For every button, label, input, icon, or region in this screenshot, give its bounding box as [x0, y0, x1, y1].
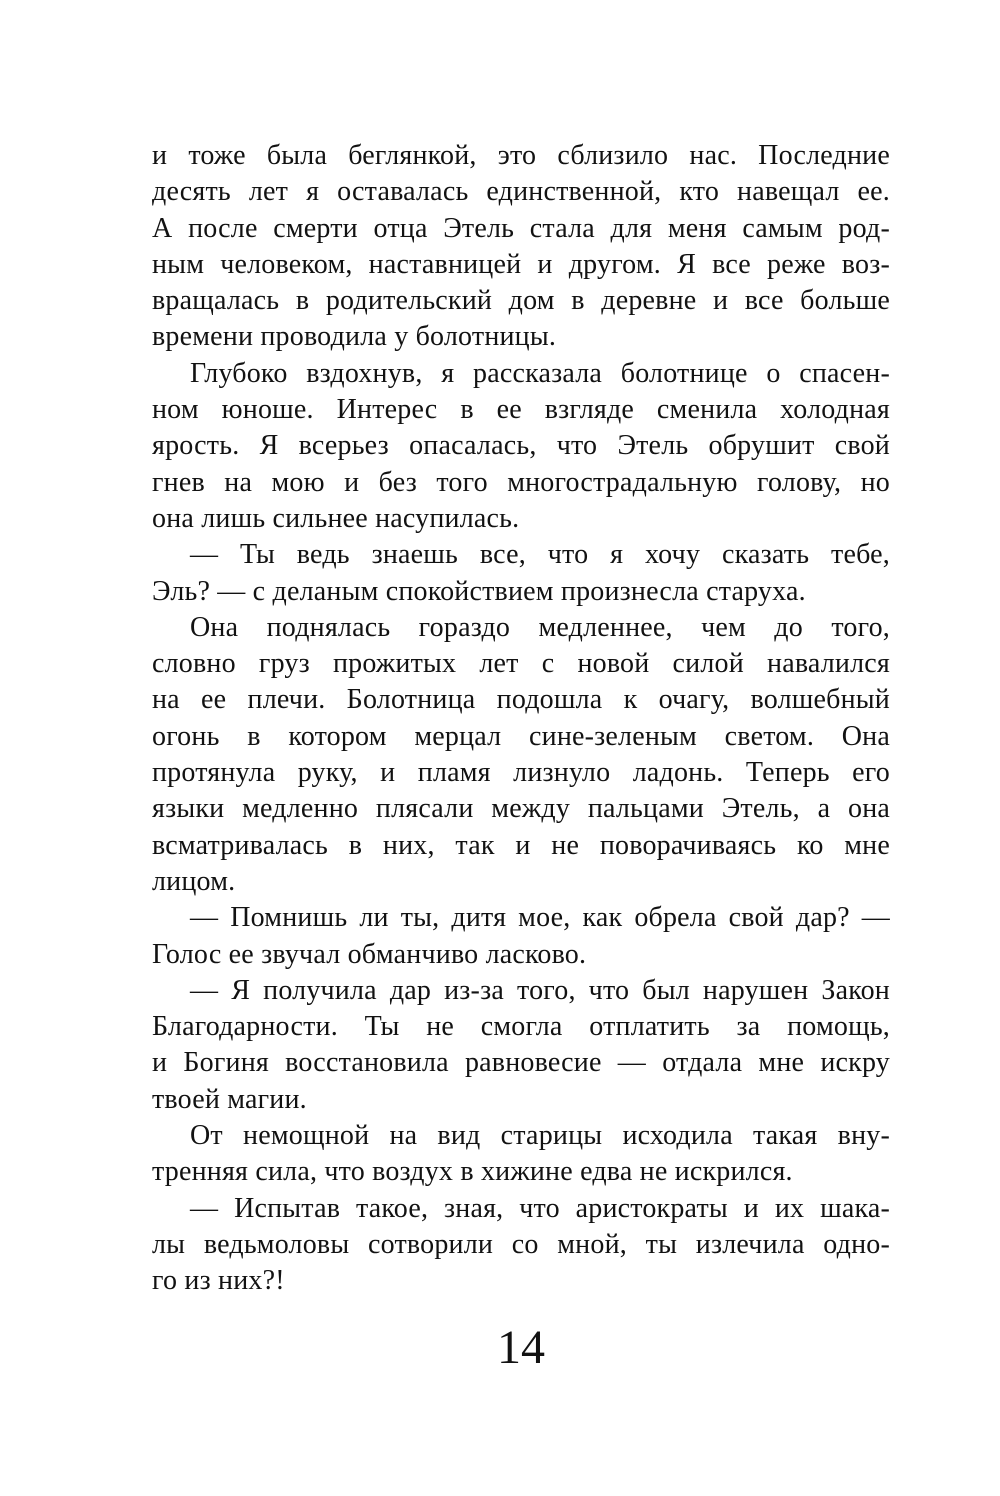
text-line: лицом. [152, 865, 236, 897]
text-line: Глубоко вздохнув, я рассказала болотнице о спасен- [190, 357, 890, 389]
text-line: времени проводила у болотницы. [152, 321, 557, 353]
text-line: твоей магии. [152, 1083, 307, 1115]
text-line: словно груз прожитых лет с новой силой навалился [152, 648, 890, 680]
text-line: ном юноше. Интерес в ее взгляде сменила холодная [152, 394, 890, 426]
body-text [152, 138, 890, 1300]
paragraph [152, 356, 890, 537]
paragraph [152, 537, 890, 610]
text-line: всматривалась в них, так и не поворачиваясь ко мне [152, 829, 890, 861]
paragraph [152, 610, 890, 900]
text-line: — Ты ведь знаешь все, что я хочу сказать тебе, [190, 539, 890, 571]
text-line: на ее плечи. Болотница подошла к очагу, волшебный [152, 684, 890, 716]
paragraph [152, 138, 890, 356]
text-line: огонь в котором мерцал сине-зеленым светом. Она [152, 720, 890, 752]
text-line: лы ведьмоловы сотворили со мной, ты излечила одно- [152, 1228, 890, 1260]
text-line: ным человеком, наставницей и другом. Я все реже воз- [152, 248, 890, 280]
text-line: и тоже была беглянкой, это сблизило нас. Последние [152, 140, 890, 171]
text-line: вращалась в родительский дом в деревне и все больше [152, 285, 890, 317]
text-line: го из них?! [152, 1265, 285, 1297]
text-line: тренняя сила, что воздух в хижине едва не искрился. [152, 1156, 793, 1188]
text-line: Голос ее звучал обманчиво ласково. [152, 938, 587, 970]
text-line: — Испытав такое, зная, что аристократы и их шака- [190, 1192, 890, 1224]
text-line: ярость. Я всерьез опасалась, что Этель обрушит свой [152, 430, 890, 462]
text-line: языки медленно плясали между пальцами Этель, а она [152, 793, 890, 825]
text-line: — Я получила дар из-за того, что был нарушен Закон [190, 974, 890, 1006]
text-line: От немощной на вид старицы исходила такая вну- [190, 1120, 890, 1152]
text-line: Она поднялась гораздо медленнее, чем до того, [190, 611, 890, 643]
paragraph [152, 1191, 890, 1300]
text-line: Эль? — с деланым спокойствием произнесла старуха. [152, 575, 806, 607]
text-line: десять лет я оставалась единственной, кто навещал ее. [152, 176, 890, 208]
text-line: А после смерти отца Этель стала для меня самым род- [152, 212, 890, 244]
paragraph [152, 1118, 890, 1191]
page-number: 14 [497, 1321, 545, 1374]
paragraph [152, 900, 890, 973]
text-line: гнев на мою и без того многострадальную голову, но [152, 466, 890, 498]
text-line: и Богиня восстановила равновесие — отдала мне искру [152, 1047, 890, 1079]
text-line: — Помнишь ли ты, дитя мое, как обрела свой дар? — [190, 902, 890, 934]
text-line: Благодарности. Ты не смогла отплатить за помощь, [152, 1011, 890, 1043]
text-line: протянула руку, и пламя лизнуло ладонь. Теперь его [152, 757, 890, 789]
text-line: она лишь сильнее насупилась. [152, 502, 520, 534]
paragraph [152, 973, 890, 1118]
